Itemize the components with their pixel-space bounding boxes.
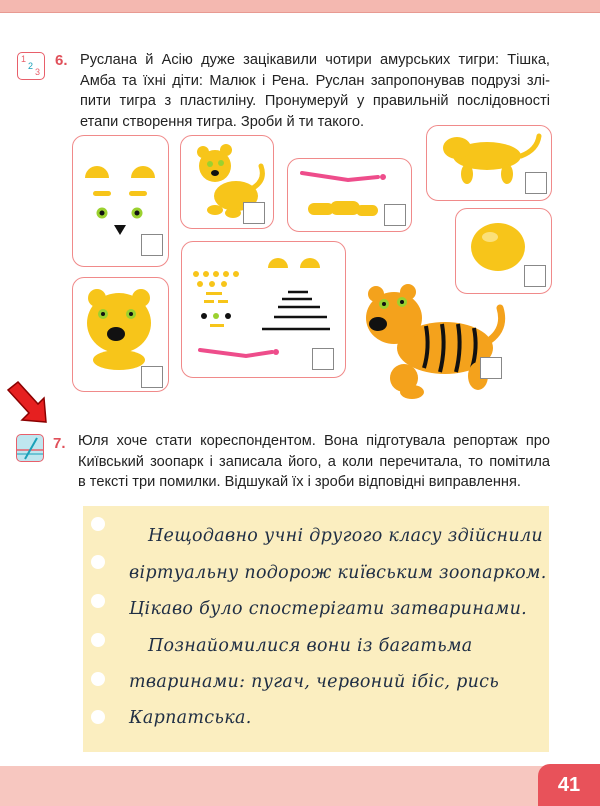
report-line: Карпатська.: [129, 708, 252, 728]
icon-digit-3: 3: [35, 67, 41, 77]
notebook-hole: [91, 517, 105, 531]
step-photo-tiger-side: [426, 125, 552, 201]
order-checkbox[interactable]: [312, 348, 334, 370]
task-6-line: пити тигра з пластиліну. Пронумеруй у правильній послідовності: [80, 93, 550, 109]
task-7-number: 7.: [53, 435, 66, 452]
order-checkbox[interactable]: [480, 357, 502, 379]
task-6-number: 6.: [55, 52, 68, 69]
task-7-line: Юля хоче стати кореспондентом. Вона підготувала репортаж про: [78, 433, 550, 449]
step-photo-tiger-head: [72, 277, 169, 392]
notebook-hole: [91, 672, 105, 686]
icon-digit-1: 1: [21, 54, 27, 64]
red-arrow-icon: [4, 378, 52, 430]
icon-digit-2: 2: [28, 61, 34, 71]
order-checkbox[interactable]: [141, 366, 163, 388]
top-header-bar: [0, 0, 600, 13]
order-checkbox[interactable]: [525, 172, 547, 194]
pen-line-icon: [17, 435, 43, 461]
task-7-line: Київський зоопарк і записала його, а коли перечитала, то помітила: [78, 453, 550, 470]
bottom-footer-bar: [0, 766, 600, 806]
order-checkbox[interactable]: [243, 202, 265, 224]
step-photo-tiger-body: [180, 135, 274, 229]
task-6-line: етапи створення тигра. Зроби й ти такого.: [80, 113, 365, 130]
report-line: Цікаво було спостерігати затваринами.: [129, 599, 528, 619]
step-photo-all-parts: [181, 241, 346, 378]
report-line: віртуальну подорож київським зоопарком.: [129, 563, 547, 583]
numbering-task-icon: [17, 52, 45, 80]
finished-tiger-illustration: [350, 268, 510, 408]
page-number: 41: [538, 764, 600, 806]
report-line: Познайомилися вони із багатьма: [148, 636, 473, 656]
report-line: тваринами: пугач, червоний ібіс, рись: [129, 672, 500, 692]
order-checkbox[interactable]: [384, 204, 406, 226]
order-checkbox[interactable]: [524, 265, 546, 287]
step-photo-face-parts: [72, 135, 169, 267]
task-7-line: в тексті три помилки. Відшукай їх і зроби відповідні виправлення.: [78, 474, 521, 490]
order-checkbox[interactable]: [141, 234, 163, 256]
correction-task-icon: [16, 434, 44, 462]
notebook-hole: [91, 594, 105, 608]
task-6-line: Руслана й Асію дуже зацікавили чотири амурських тигри: Тішка,: [80, 52, 550, 68]
task-6-line: Амба та їхні діти: Малюк і Рена. Руслан запропонував подрузі злі-: [80, 72, 550, 89]
notebook-hole: [91, 710, 105, 724]
notebook-hole: [91, 555, 105, 569]
report-line: Нещодавно учні другого класу здійснили: [148, 526, 543, 546]
notebook-hole: [91, 633, 105, 647]
step-photo-tool: [287, 158, 412, 232]
handwritten-report-note: [83, 506, 549, 752]
